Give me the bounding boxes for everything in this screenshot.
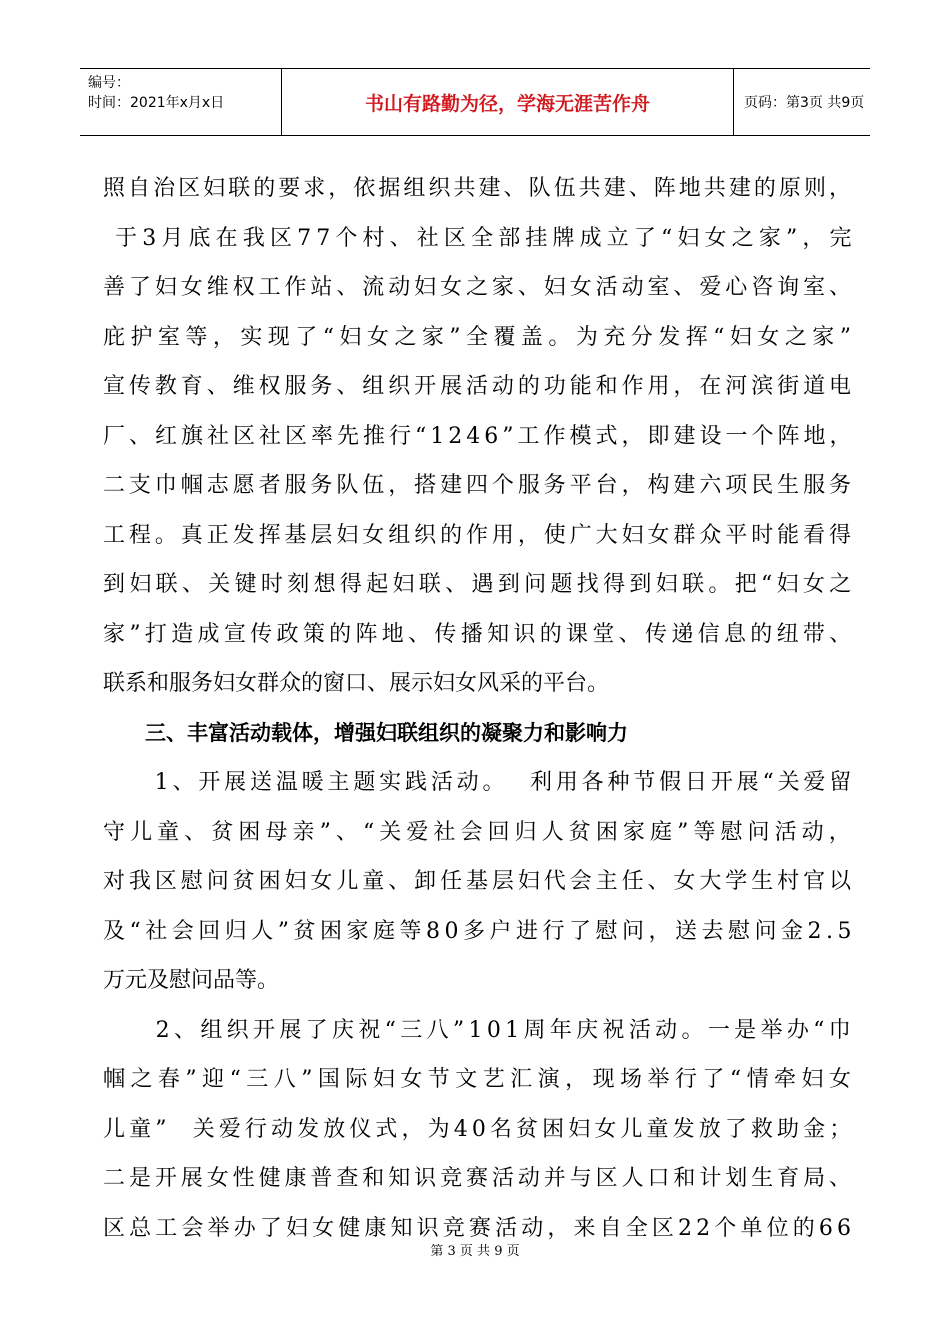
text-line: 二支巾帼志愿者服务队伍，搭建四个服务平台，构建六项民生服务 — [103, 473, 855, 498]
text-line: 二是开展女性健康普查和知识竞赛活动并与区人口和计划生育局、 — [103, 1166, 855, 1191]
text-line: 工程。真正发挥基层妇女组织的作用，使广大妇女群众平时能看得 — [103, 522, 855, 548]
text-line: 帼之春”迎“三八”国际妇女节文艺汇演，现场举行了“情牵妇女 — [103, 1067, 857, 1092]
header-page-label: 页码：第3页 共9页 — [744, 95, 865, 111]
section-heading: 三、丰富活动载体，增强妇联组织的凝聚力和影响力 — [103, 720, 628, 745]
number-label: 编号： — [88, 75, 130, 91]
text-line: 守儿童、贫困母亲”、“关爱社会回归人贫困家庭”等慰问活动， — [103, 819, 856, 845]
text-line: 家”打造成宣传政策的阵地、传播知识的课堂、传递信息的纽带、 — [103, 621, 856, 647]
text-line: 对我区慰问贫困妇女儿童、卸任基层妇代会主任、女大学生村官以 — [103, 869, 855, 894]
text-line: 照自治区妇联的要求，依据组织共建、队伍共建、阵地共建的原则， — [103, 176, 855, 201]
text-line: 2、组织开展了庆祝“三八”101周年庆祝活动。一是举办“巾 — [103, 1017, 856, 1043]
text-line: 宣传教育、维权服务、组织开展活动的功能和作用，在河滨街道电 — [103, 374, 855, 399]
text-line: 及“社会回归人”贫困家庭等80多户进行了慰问，送去慰问金2.5 — [103, 918, 856, 944]
header-meta — [80, 69, 282, 135]
text-line: 于3月底在我区77个村、社区全部挂牌成立了“妇女之家”，完 — [103, 225, 857, 251]
text-line: 万元及慰问品等。 — [103, 968, 280, 993]
text-line: 区总工会举办了妇女健康知识竞赛活动，来自全区22个单位的66 — [103, 1215, 856, 1241]
header-motto: 书山有路勤为径，学海无涯苦作舟 — [282, 69, 734, 135]
text-line: 善了妇女维权工作站、流动妇女之家、妇女活动室、爱心咨询室、 — [103, 275, 855, 300]
time-label: 时间：2021年x月x日 — [88, 95, 225, 111]
text-line: 1、开展送温暖主题实践活动。 利用各种节假日开展“关爱留 — [103, 770, 856, 795]
document-body — [103, 164, 857, 1253]
text-line: 儿童” 关爱行动发放仪式，为40名贫困妇女儿童发放了救助金； — [103, 1116, 856, 1142]
page-header — [80, 68, 870, 136]
text-line: 庇护室等，实现了“妇女之家”全覆盖。为充分发挥“妇女之家” — [103, 324, 857, 350]
text-line: 到妇联、关键时刻想得起妇联、遇到问题找得到妇联。把“妇女之 — [103, 572, 856, 597]
text-line: 联系和服务妇女群众的窗口、展示妇女风采的平台。 — [103, 671, 610, 696]
text-line: 厂、红旗社区社区率先推行“1246”工作模式，即建设一个阵地， — [103, 423, 856, 449]
page-footer: 第 3 页 共 9 页 — [430, 1244, 520, 1259]
